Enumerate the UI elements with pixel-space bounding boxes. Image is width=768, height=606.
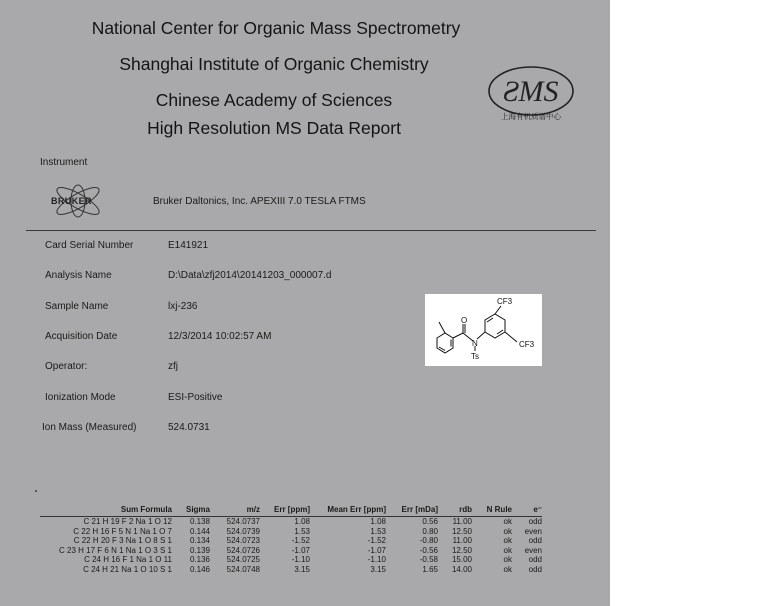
card-serial-value: E141921 (168, 240, 209, 251)
speck (35, 490, 37, 492)
cell: 524.0748 (226, 564, 260, 574)
header-line-2: Shanghai Institute of Organic Chemistry (119, 54, 429, 74)
cell: even (524, 545, 542, 555)
cell: 1.53 (294, 526, 310, 536)
col-err-mda: Err [mDa] (401, 505, 438, 514)
table-row (40, 517, 542, 527)
operator-value: zfj (168, 361, 178, 372)
ion-mass-label: Ion Mass (Measured) (42, 422, 137, 433)
cf3-right: CF3 (519, 340, 535, 349)
cell: 1.65 (422, 564, 438, 574)
cell: 0.56 (422, 517, 438, 526)
ms-center-logo (486, 64, 576, 124)
carbonyl-o: O (461, 316, 468, 325)
cell: even (524, 526, 542, 536)
table-row (40, 536, 542, 546)
instrument-description: Bruker Daltonics, Inc. APEXIII 7.0 TESLA FTMS (153, 196, 366, 207)
cell: 11.00 (452, 536, 472, 546)
cell: 14.00 (451, 564, 472, 574)
cell: 0.80 (422, 526, 438, 536)
ion-mass-value: 524.0731 (168, 422, 210, 433)
cell: 12.50 (451, 526, 472, 536)
acquisition-date-value: 12/3/2014 10:02:57 AM (168, 331, 272, 342)
chemical-structure (425, 294, 542, 366)
cell: ok (503, 555, 512, 565)
table-header-row (40, 505, 542, 517)
table-row (40, 555, 542, 565)
report-title: High Resolution MS Data Report (147, 118, 401, 138)
col-sum-formula: Sum Formula (120, 505, 172, 514)
formula-table (40, 505, 542, 575)
col-n-rule: N Rule (486, 505, 512, 514)
cell: odd (528, 517, 542, 526)
table-row (40, 565, 542, 575)
cell: 1.08 (370, 517, 386, 526)
operator-label: Operator: (45, 361, 88, 372)
col-mean-err: Mean Err [ppm] (327, 505, 386, 514)
table-row (40, 546, 542, 556)
tosyl-group: Ts (471, 352, 479, 361)
cell: 3.15 (294, 564, 310, 574)
cell: -1.07 (367, 545, 386, 555)
cell: -1.10 (367, 555, 386, 565)
cell: -0.58 (419, 555, 438, 565)
cell: odd (528, 564, 542, 574)
cell: 524.0739 (226, 526, 260, 536)
cell: 15.00 (451, 555, 472, 565)
cell: 11.00 (452, 517, 472, 526)
cell: ok (503, 517, 512, 526)
cell: -0.80 (419, 536, 438, 546)
analysis-name-label: Analysis Name (45, 270, 112, 281)
col-sigma: Sigma (185, 505, 210, 514)
cell: -1.10 (291, 555, 310, 565)
analysis-name-value: D:\Data\zfj2014\20141203_000007.d (168, 270, 332, 281)
cell: odd (528, 536, 542, 546)
cell: -1.52 (291, 536, 310, 546)
logo-letters: ƧMS (503, 75, 559, 108)
cell: C 22 H 20 F 3 Na 1 O 8 S 1 (73, 536, 172, 546)
cell: 524.0726 (226, 545, 260, 555)
cell: 0.144 (189, 526, 210, 536)
header-line-3: Chinese Academy of Sciences (155, 90, 393, 110)
cell: 524.0725 (226, 555, 260, 565)
cell: ok (503, 564, 512, 574)
cell: 0.134 (189, 536, 210, 546)
cell: 0.138 (189, 517, 210, 526)
cell: 0.146 (189, 564, 210, 574)
cell: 524.0723 (226, 536, 260, 546)
col-err-ppm: Err [ppm] (274, 505, 310, 514)
divider (26, 230, 596, 231)
cell: 3.15 (370, 564, 386, 574)
header-line-1: National Center for Organic Mass Spectrometry (91, 18, 461, 38)
cell: C 24 H 21 Na 1 O 10 S 1 (83, 564, 172, 574)
cell: ok (503, 545, 512, 555)
cell: -1.52 (367, 536, 386, 546)
sample-name-value: lxj-236 (168, 301, 198, 312)
cell: 0.139 (189, 545, 210, 555)
cell: C 24 H 16 F 1 Na 1 O 11 (84, 555, 172, 565)
cell: 1.08 (294, 517, 310, 526)
card-serial-label: Card Serial Number (45, 240, 134, 251)
amide-n: N (472, 339, 478, 348)
cf3-top: CF3 (497, 297, 513, 306)
cell: 1.53 (370, 526, 386, 536)
cell: 0.136 (189, 555, 210, 565)
cell: C 23 H 17 F 6 N 1 Na 1 O 3 S 1 (59, 545, 172, 555)
cell: ok (503, 526, 512, 536)
col-electron: e⁻ (533, 505, 542, 514)
cell: -1.07 (291, 545, 310, 555)
ionization-mode-value: ESI-Positive (168, 392, 223, 403)
ionization-mode-label: Ionization Mode (45, 392, 116, 403)
logo-caption: 上海有机质谱中心 (501, 112, 561, 121)
cell: -0.56 (419, 545, 438, 555)
cell: C 22 H 16 F 5 N 1 Na 1 O 7 (73, 526, 172, 536)
cell: odd (528, 555, 542, 565)
col-rdb: rdb (459, 505, 472, 514)
cell: C 21 H 19 F 2 Na 1 O 12 (83, 517, 172, 526)
table-row (40, 527, 542, 537)
bruker-brand: BRUKER (51, 196, 92, 206)
cell: 12.50 (451, 545, 472, 555)
col-mz: m/z (246, 505, 260, 514)
instrument-label: Instrument (40, 157, 88, 168)
cell: ok (503, 536, 512, 546)
acquisition-date-label: Acquisition Date (45, 331, 118, 342)
sample-name-label: Sample Name (45, 301, 109, 312)
cell: 524.0737 (226, 517, 260, 526)
